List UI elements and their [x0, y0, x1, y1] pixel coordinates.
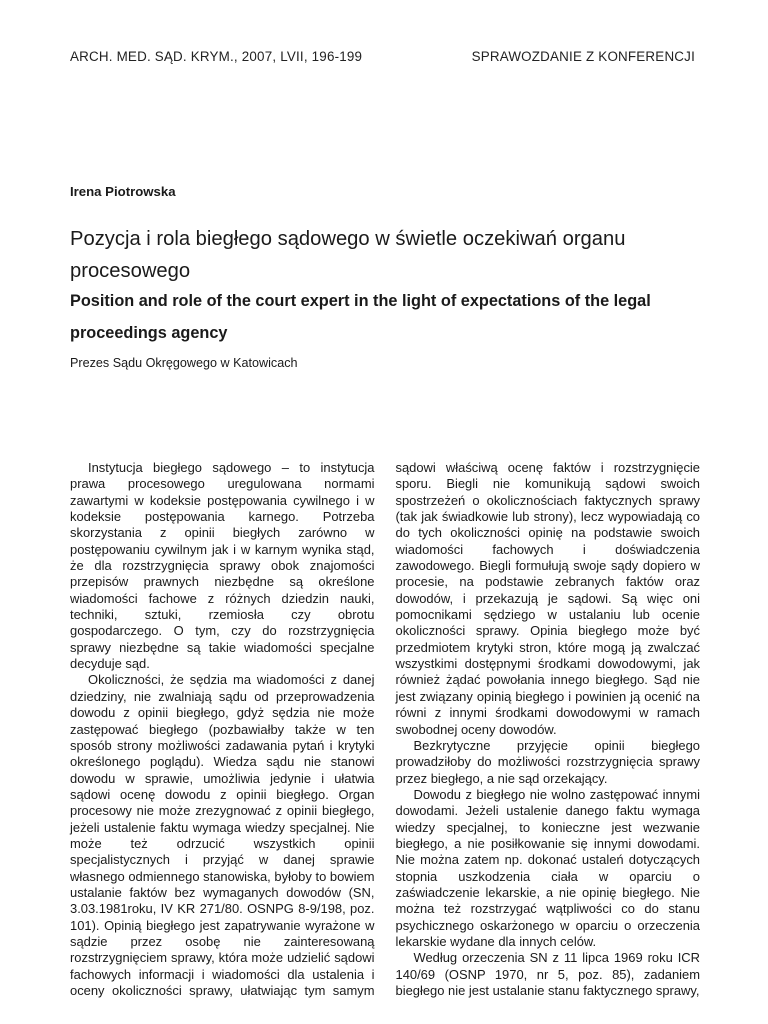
body-paragraph: Według orzeczenia SN z 11 lipca 1969 roku ICR 140/69 (OSNP 1970, nr 5, poz. 85), zadaniem biegłego nie jest ustalanie stanu faktycznego sprawy,: [395, 950, 700, 998]
author-name: Irena Piotrowska: [70, 184, 176, 199]
running-header: [70, 49, 695, 64]
journal-reference: ARCH. MED. SĄD. KRYM., 2007, LVII, 196-199: [70, 49, 363, 64]
section-label: SPRAWOZDANIE Z KONFERENCJI: [471, 49, 695, 64]
body-paragraph: Dowodu z biegłego nie wolno zastępować innymi dowodami. Jeżeli ustalenie danego faktu wymaga wiedzy specjalnej, to konieczne jest wezwanie biegłego, a nie posiłkowanie się innymi dowodami. Nie można zatem np. dokonać ustaleń dotyczących stopnia uszkodzenia ciała w oparciu o zaświadczenie lekarskie, a nie opinię biegłego. Nie można też rozstrzygać wątpliwości co do stanu psychicznego oskarżonego w oparciu o orzeczenia lekarskie wydane dla innych celów.: [395, 786, 700, 949]
article-body: [70, 460, 700, 1000]
title-polish: Pozycja i rola biegłego sądowego w świetle oczekiwań organu procesowego: [70, 228, 626, 282]
body-paragraph: Instytucja biegłego sądowego – to instytucja prawa procesowego uregulowana normami zawartymi w kodeksie postępowania cywilnego i w kodeksie postępowania karnego. Potrzeba skorzystania z opinii biegłych zarówno w postępowaniu cywilnym jak i w karnym wynika stąd, że dla rozstrzygnięcia sprawy obok znajomości przepisów prawnych niezbędne są określone wiadomości fachowe z różnych dziedzin nauki, techniki, sztuki, rzemiosła czy obrotu gospodarczego. O tym, czy do rozstrzygnięcia sprawy niezbędne są takie wiadomości specjalne decyduje sąd.: [70, 460, 375, 672]
body-paragraph: Okoliczności, że sędzia ma wiadomości z danej dziedziny, nie zwalniają sądu od przeprowadzenia dowodu z opinii biegłego, gdyż sędzia nie może zastępować biegłego (pozbawiałby także w ten sposób strony możliwości zadawania pytań i krytyki określonego poglądu). Wiedza sądu nie stanowi dowodu w sprawie, umożliwia jedynie i ułatwia sądowi ocenę dowodu z opinii biegłego. Organ procesowy nie może zrezygnować z opinii biegłego, jeżeli ustalenie faktu wymaga wiedzy specjalnej. Nie może też odrzucić wszystkich opinii specjalistycznych i przyjąć w danej sprawie własnego odmiennego stanowiska, byłoby to bowiem ustalanie faktów bez wymaganych dowodów (SN, 3.03.1981roku, IV KR 271/80. OSNPG 8-9/198, poz. 101). Opinią biegłego jest zapatrywanie wyrażone w sądzie przez osobę nie zainteresowaną rozstrzygnięciem sprawy, która może udzielić sądowi fachowych informacji i wiadomości dla ustalenia i oceny okoliczności sprawy, ułatwiając tym samym sądowi właściwą ocenę faktów i rozstrzygnięcie sporu. Biegli nie komunikują sądowi swoich spostrzeżeń o okolicznościach faktycznych sprawy (tak jak świadkowie lub strony), lecz wypowiadają co do tych okoliczności opinię na podstawie swoich wiadomości fachowych i doświadczenia zawodowego. Biegli formułują swoje sądy dopiero w procesie, na podstawie zebranych faktów oraz dowodów, i przekazują je sądowi. Są więc oni pomocnikami sędziego w ustalaniu lub ocenie okoliczności sprawy. Opinia biegłego może być przedmiotem krytyki stron, które mogą ją zwalczać wszystkimi dostępnymi środkami dowodowymi, jak również żądać powołania innego biegłego. Sąd nie jest związany opinią biegłego i powinien ją ocenić na równi z innymi środkami dowodowymi w ramach swobodnej oceny dowodów.: [70, 460, 700, 998]
title-english: Position and role of the court expert in the light of expectations of the legal proceedings agency: [70, 292, 651, 342]
author-affiliation: Prezes Sądu Okręgowego w Katowicach: [70, 356, 298, 370]
body-paragraph: Bezkrytyczne przyjęcie opinii biegłego prowadziłoby do możliwości rozstrzygnięcia sprawy przez biegłego, a nie sąd orzekający.: [395, 737, 700, 786]
